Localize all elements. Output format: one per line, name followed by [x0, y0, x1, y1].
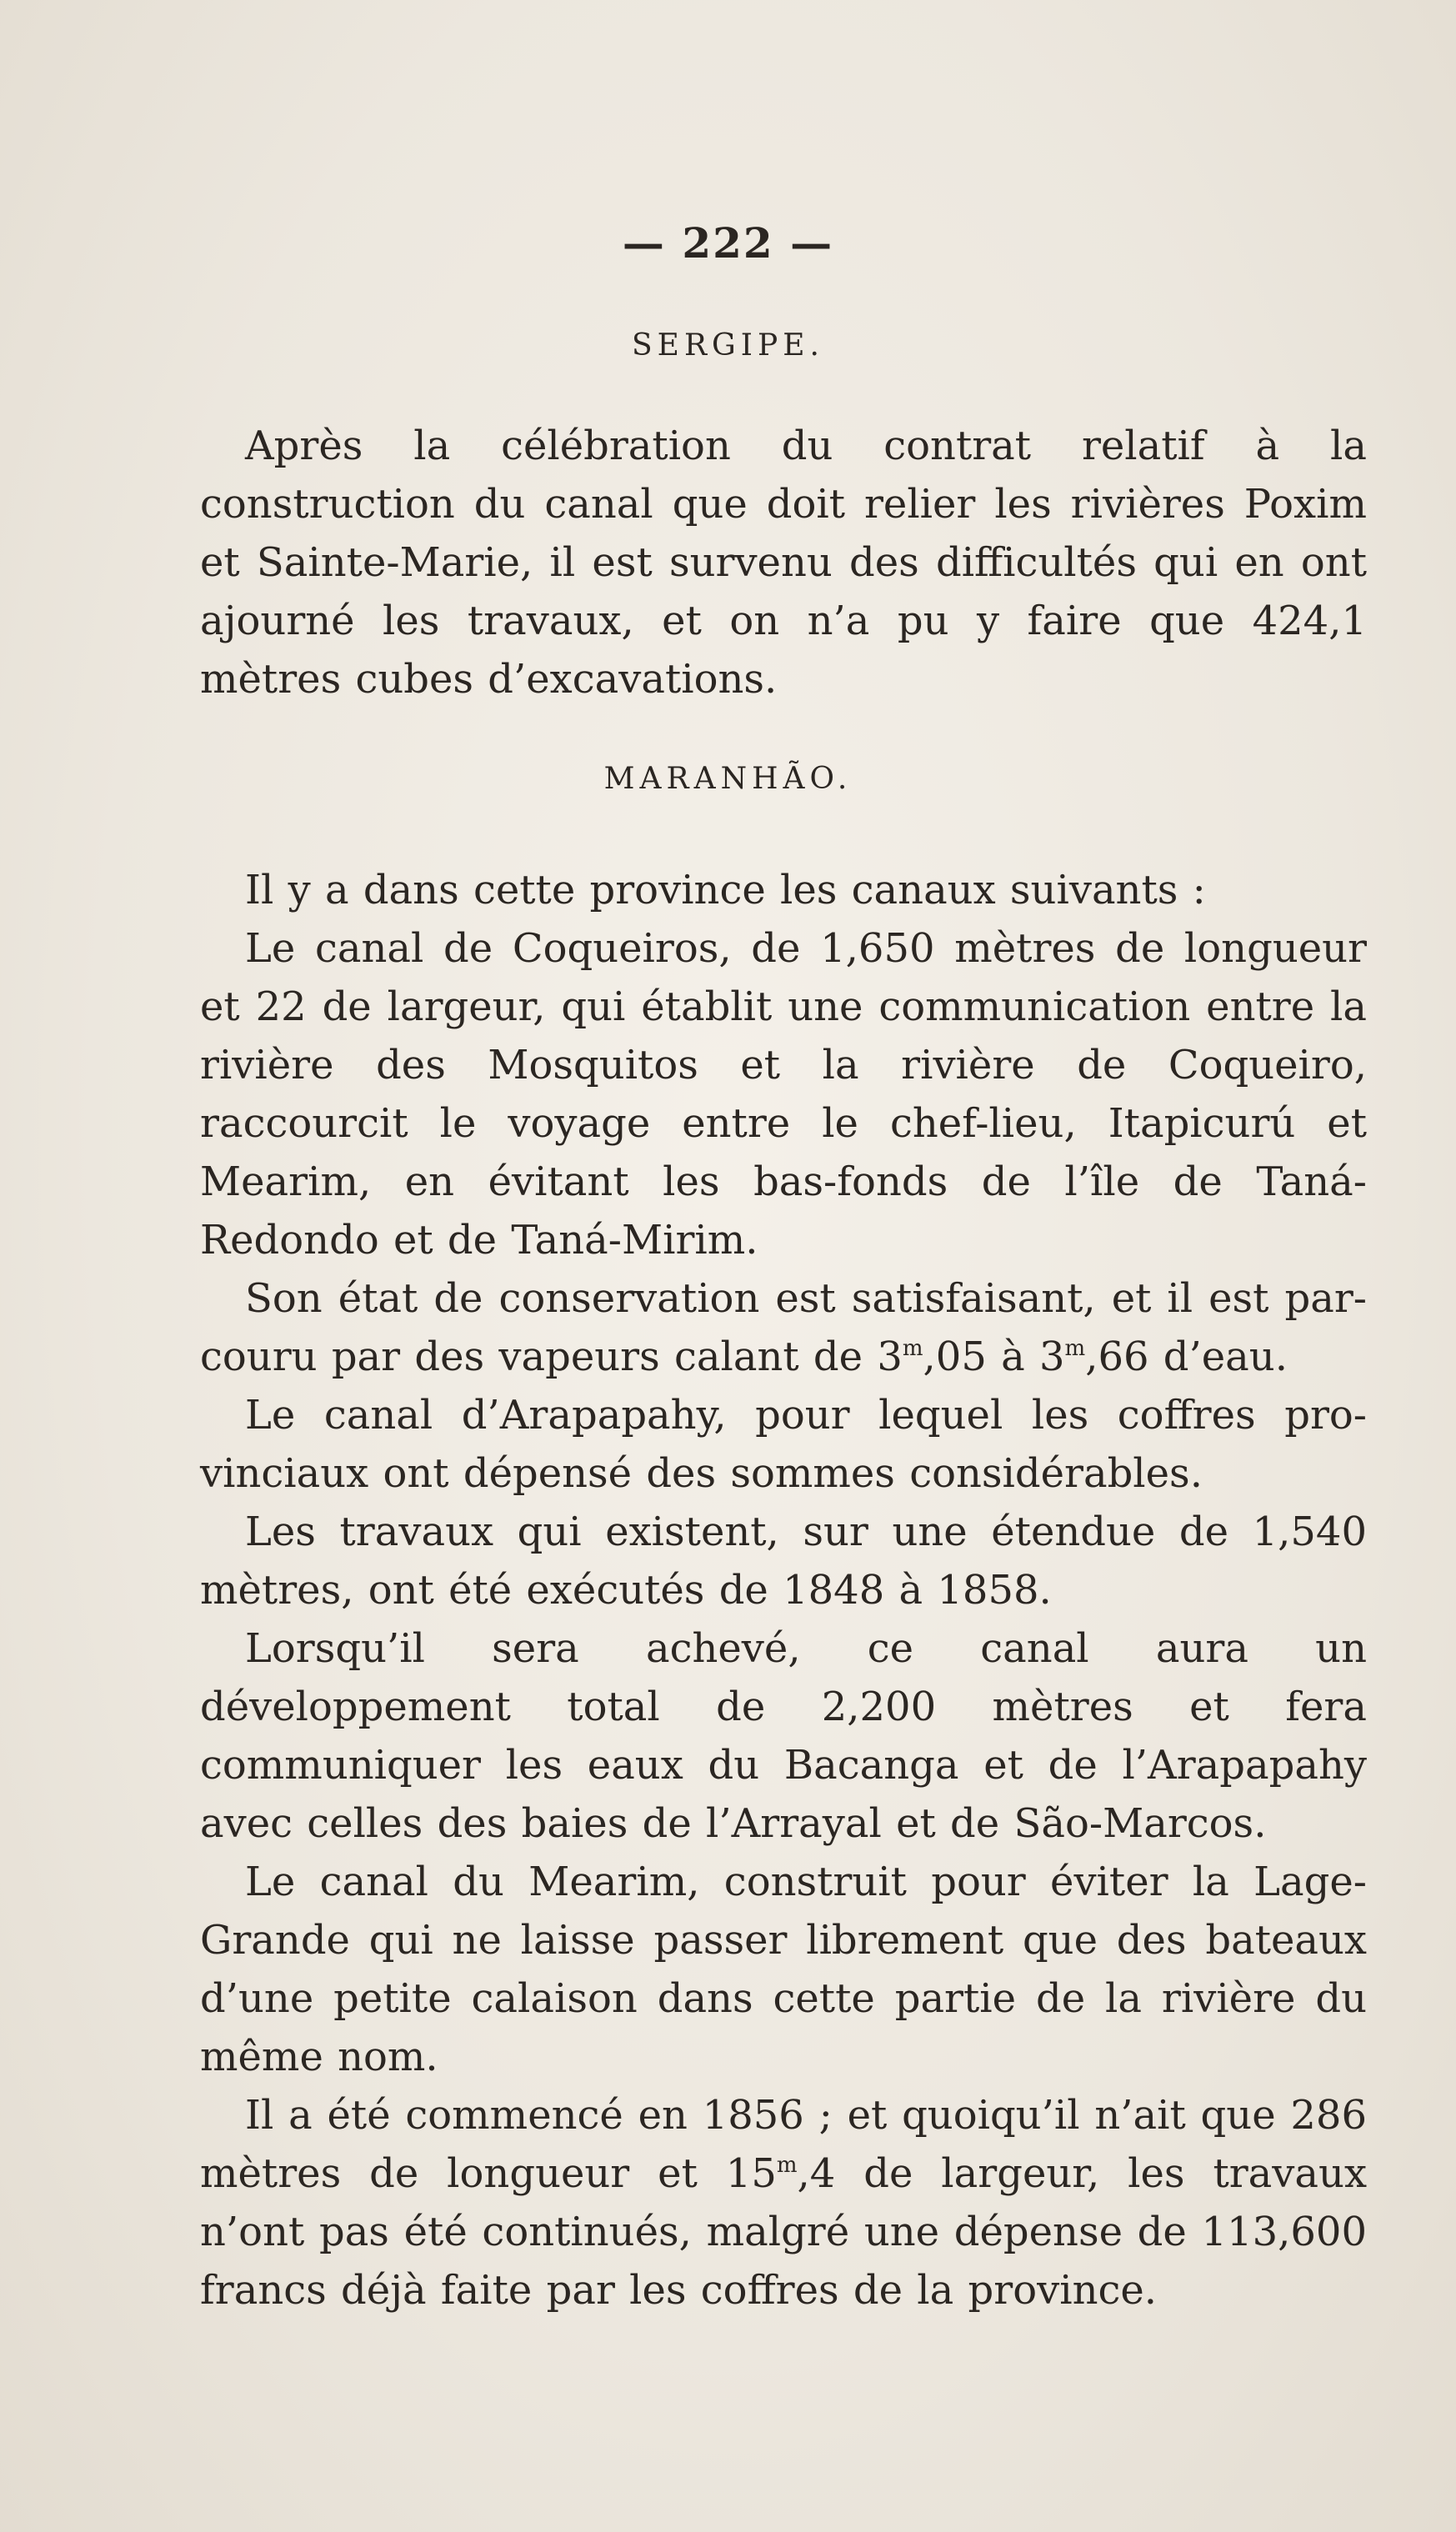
paragraph: Le canal d’Arapapahy, pour lequel les coffres provinciaux ont dépensé des sommes considérables.: [200, 1392, 1367, 1497]
page-number: — 222 —: [622, 218, 834, 268]
unit-superscript: m: [776, 2153, 798, 2178]
paragraph: Le canal du Mearim, construit pour éviter la Lage-Grande qui ne laisse passer librement que des bateaux d’une petite calaison dans cette partie de la rivière du même nom.: [200, 1859, 1367, 2080]
paragraph: Les travaux qui existent, sur une étendue de 1,540 mètres, ont été exécutés de 1848 à 1858.: [200, 1509, 1367, 1614]
paragraph-etat: [200, 1269, 1367, 1386]
paragraph-mearim: [200, 2086, 1367, 2319]
section-body-maranhao: [200, 861, 1367, 2319]
unit-superscript: m: [902, 1336, 923, 1361]
text-run: ,05 à 3: [923, 1334, 1065, 1380]
unit-superscript: m: [1064, 1336, 1086, 1361]
text-run: Son état de conservation est satisfaisant, et il est parcouru par des vapeurs calant de 3: [200, 1275, 1367, 1380]
paragraph: Lorsqu’il sera achevé, ce canal aura un développement total de 2,200 mètres et fera communiquer les eaux du Bacanga et de l’Arapapahy avec celles des baies de l’Arrayal et de São-Marcos.: [200, 1625, 1367, 1847]
paragraph: Le canal de Coqueiros, de 1,650 mètres de longueur et 22 de largeur, qui établit une communication entre la rivière des Mosquitos et la rivière de Coqueiro, raccourcit le voyage entre le chef-lieu, Itapicurú et Mearim, en évitant les bas-fonds de l’île de Taná-Redondo et de Taná-Mirim.: [200, 925, 1367, 1263]
text-run: Il a été commencé en 1856 ; et quoiqu’il n’ait que 286 mètres de longueur et 15: [200, 2092, 1367, 2197]
text-run: ,4 de largeur, les travaux n’ont pas été continués, malgré une dépense de 113,600 francs déjà faite par les coffres de la province.: [200, 2150, 1368, 2314]
text-run: ,66 d’eau.: [1085, 1334, 1288, 1380]
paragraph: Après la célébration du contrat relatif à la construction du canal que doit relier les rivières Poxim et Sainte-Marie, il est survenu des difficultés qui en ont ajourné les travaux, et on n’a pu y faire que 424,1 mètres cubes d’excavations.: [200, 423, 1367, 703]
section-body-sergipe: [200, 417, 1367, 708]
section-heading-maranhao: MARANHÃO.: [603, 762, 853, 796]
paragraph: Il y a dans cette province les canaux suivants :: [245, 867, 1206, 913]
section-heading-sergipe: SERGIPE.: [632, 328, 824, 363]
